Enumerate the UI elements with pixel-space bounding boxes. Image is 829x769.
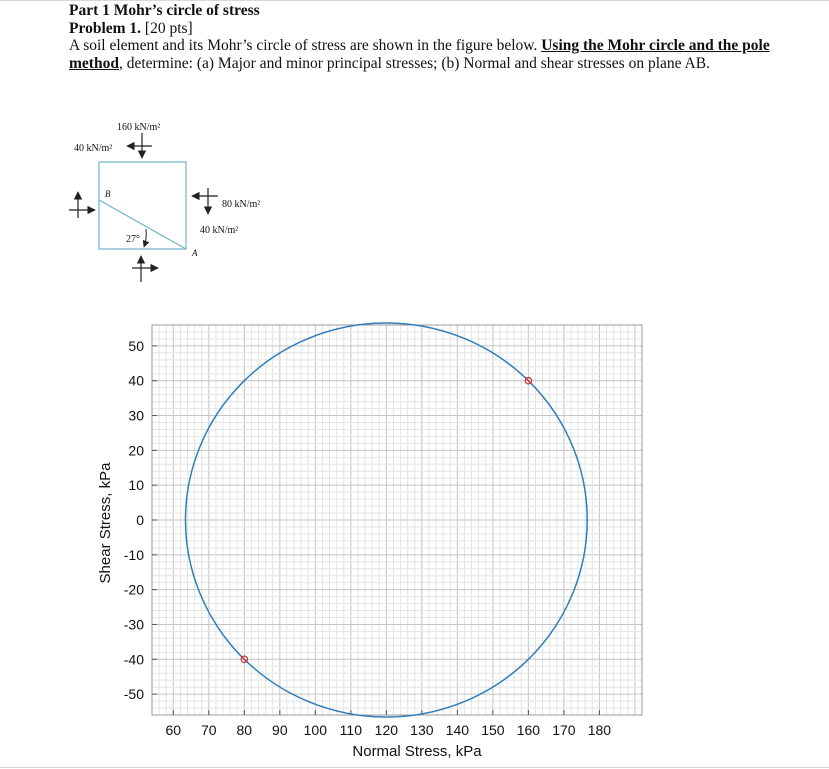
problem-text-a: A soil element and its Mohr’s circle of stress are shown in the figure below.	[69, 37, 542, 54]
y-tick-label: -30	[123, 616, 144, 633]
problem-points: [20 pts]	[141, 19, 193, 37]
y-tick-label: 40	[128, 372, 144, 389]
y-tick-label: -50	[123, 686, 144, 703]
x-tick-label: 90	[272, 722, 288, 738]
chart-grid	[152, 325, 642, 715]
point-a-label: A	[192, 248, 198, 258]
y-tick-label: -40	[123, 651, 144, 668]
y-tick-label: -10	[123, 546, 144, 563]
x-tick-label: 150	[481, 722, 505, 738]
y-tick-label: 20	[128, 442, 144, 459]
part-title: Part 1 Mohr’s circle of stress	[69, 2, 260, 19]
problem-text-underlined: Using the Mohr circle and the pole method	[69, 37, 770, 72]
y-tick-label: 10	[128, 477, 144, 494]
x-tick-label: 170	[552, 722, 576, 738]
x-tick-label: 100	[303, 722, 328, 738]
point-b-label: B	[105, 189, 111, 199]
y-tick-label: -20	[123, 581, 144, 598]
right-load-label: 80 kN/m²	[222, 199, 261, 210]
bottom-rule	[0, 767, 829, 768]
x-tick-label: 140	[445, 722, 470, 738]
y-tick-label: 0	[136, 512, 144, 528]
x-tick-label: 80	[236, 722, 253, 738]
right-shear-label: 40 kN/m²	[200, 225, 239, 236]
left-load-label: 40 kN/m²	[74, 143, 113, 154]
y-tick-label: 30	[128, 407, 144, 424]
y-axis-label: Shear Stress, kPa	[97, 462, 114, 584]
x-axis-label: Normal Stress, kPa	[352, 743, 482, 760]
x-tick-label: 70	[201, 722, 217, 738]
problem-text-b: , determine: (a) Major and minor principal stresses; (b) Normal and shear stresses on plane AB.	[118, 54, 710, 72]
problem-label: Problem 1.	[69, 19, 142, 37]
tick-labels	[124, 338, 612, 738]
x-tick-label: 60	[165, 722, 182, 738]
angle-label: 27°	[126, 234, 140, 245]
x-tick-label: 160	[516, 722, 541, 738]
x-tick-label: 180	[587, 722, 612, 738]
x-tick-label: 120	[374, 722, 399, 738]
y-tick-label: 50	[128, 337, 144, 354]
top-load-label: 160 kN/m²	[117, 122, 161, 133]
x-tick-label: 130	[410, 722, 434, 738]
x-tick-label: 110	[339, 722, 363, 738]
